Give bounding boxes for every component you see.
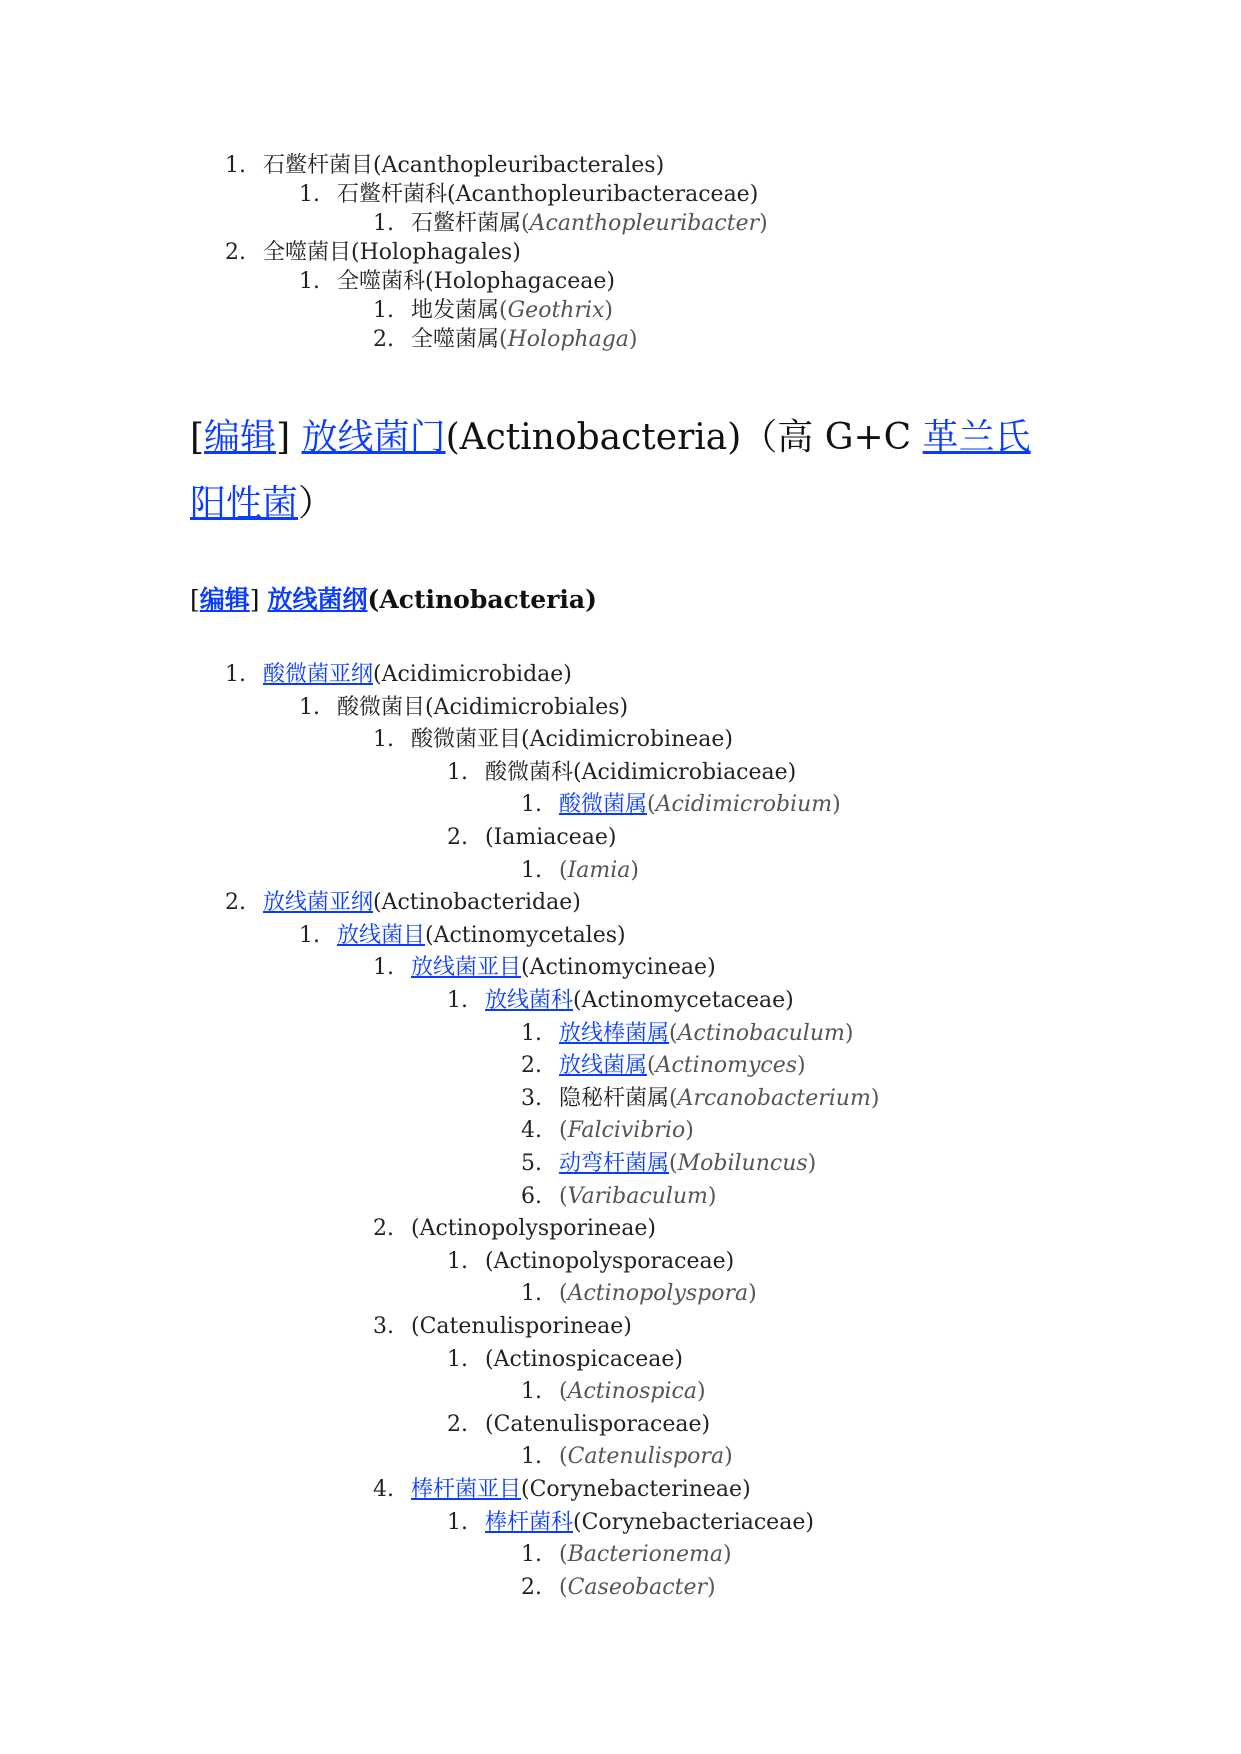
class-link[interactable]: 放线菌纲 xyxy=(267,585,368,614)
taxon-latin-name: (Acanthopleuribacter) xyxy=(521,211,768,236)
taxon-name: 酸微菌目 xyxy=(337,694,426,720)
taxon-latin-name: (Falcivibrio) xyxy=(559,1118,694,1144)
taxon-latin-name: (Holophagales) xyxy=(351,240,521,265)
list-number: 2. xyxy=(373,327,394,352)
list-item xyxy=(373,725,733,755)
list-number: 2. xyxy=(521,1574,542,1600)
list-number: 1. xyxy=(447,988,468,1013)
list-number: 1. xyxy=(299,922,320,948)
list-item xyxy=(373,325,637,355)
list-item xyxy=(521,1540,732,1570)
list-number: 6. xyxy=(521,1183,542,1209)
list-item xyxy=(447,758,796,788)
taxon-latin-name: (Holophagaceae) xyxy=(425,269,615,294)
phylum-link[interactable]: 放线菌门 xyxy=(301,417,446,458)
edit-link[interactable]: 编辑 xyxy=(199,585,250,614)
list-number: 3. xyxy=(373,1314,394,1339)
list-item xyxy=(521,790,841,820)
taxon-name: 石鳖杆菌科 xyxy=(337,182,448,207)
list-item xyxy=(373,953,716,983)
list-item xyxy=(521,1051,806,1081)
list-number: 1. xyxy=(521,1444,542,1470)
taxon-latin-name: (Acidimicrobiales) xyxy=(425,694,629,720)
taxon-latin-name: (Varibaculum) xyxy=(559,1183,717,1209)
list-number: 1. xyxy=(447,1346,468,1372)
taxon-name: 全噬菌科 xyxy=(337,269,426,294)
taxon-link[interactable]: 动弯杆菌属 xyxy=(559,1151,670,1176)
taxon-latin-name: (Holophaga) xyxy=(499,327,638,352)
taxon-name: 石鳖杆菌目 xyxy=(263,153,374,178)
section-heading-class: [编辑] 放线菌纲(Actinobacteria) xyxy=(190,585,597,614)
taxon-link[interactable]: 放线菌属 xyxy=(559,1053,648,1079)
list-number: 1. xyxy=(521,1281,542,1307)
taxon-latin-name: (Caseobacter) xyxy=(559,1574,716,1600)
section-heading-phylum-cont xyxy=(190,471,334,537)
list-number: 1. xyxy=(373,955,394,981)
list-item xyxy=(299,921,626,951)
list-item xyxy=(225,151,664,181)
taxon-latin-name: (Bacterionema) xyxy=(559,1542,732,1568)
list-number: 1. xyxy=(299,269,320,294)
list-item xyxy=(521,1084,879,1114)
list-number: 2. xyxy=(225,890,246,916)
taxon-name: 地发菌属 xyxy=(411,298,500,323)
list-item xyxy=(373,296,613,326)
taxon-link[interactable]: 放线菌科 xyxy=(485,988,574,1013)
list-item xyxy=(373,1475,751,1505)
taxon-latin-name: (Actinomyces) xyxy=(647,1053,806,1079)
taxon-link[interactable]: 酸微菌亚纲 xyxy=(263,662,374,687)
edit-link[interactable]: 编辑 xyxy=(204,417,277,458)
taxon-latin-name: (Actinospica) xyxy=(559,1379,706,1405)
taxon-latin-name: (Mobiluncus) xyxy=(669,1151,817,1176)
taxon-link[interactable]: 放线棒菌属 xyxy=(559,1020,670,1046)
taxon-latin-name: (Arcanobacterium) xyxy=(669,1085,880,1111)
list-item xyxy=(521,1116,694,1146)
list-number: 1. xyxy=(299,182,320,207)
list-item xyxy=(225,660,572,690)
taxon-latin-name: (Actinobacteridae) xyxy=(373,890,581,916)
list-number: 1. xyxy=(521,1379,542,1405)
list-number: 2. xyxy=(447,825,468,850)
taxon-name: 酸微菌亚目 xyxy=(411,727,522,753)
list-item xyxy=(521,1182,716,1212)
taxon-latin-name: (Acanthopleuribacteraceae) xyxy=(447,182,759,207)
list-item xyxy=(447,823,616,853)
section-heading-phylum: [编辑] 放线菌门(Actinobacteria)（高 G+C 革兰氏 xyxy=(190,417,1031,458)
list-item xyxy=(521,1573,716,1603)
taxon-name: 石鳖杆菌属 xyxy=(411,211,522,236)
taxon-latin-name: (Catenulisporaceae) xyxy=(485,1411,711,1437)
list-number: 1. xyxy=(447,1509,468,1535)
list-item xyxy=(225,888,581,918)
taxon-link[interactable]: 棒杆菌科 xyxy=(485,1509,574,1535)
list-item xyxy=(373,1312,632,1342)
taxon-latin-name: (Actinopolysporineae) xyxy=(411,1216,656,1242)
list-number: 4. xyxy=(373,1477,394,1502)
class-latin: (Actinobacteria) xyxy=(367,585,597,614)
list-item xyxy=(447,1508,814,1538)
list-item xyxy=(373,1214,656,1244)
taxon-latin-name: (Catenulisporineae) xyxy=(411,1314,632,1339)
list-item xyxy=(447,1410,710,1440)
list-number: 2. xyxy=(521,1053,542,1079)
taxon-latin-name: (Actinomycetaceae) xyxy=(573,988,794,1013)
list-number: 2. xyxy=(447,1411,468,1437)
taxon-link[interactable]: 放线菌亚纲 xyxy=(263,890,374,916)
taxon-link[interactable]: 放线菌亚目 xyxy=(411,955,522,981)
taxon-latin-name: (Corynebacteriaceae) xyxy=(573,1509,814,1535)
list-number: 1. xyxy=(225,153,246,178)
heading-suffix: ） xyxy=(298,483,335,524)
taxon-link[interactable]: 酸微菌属 xyxy=(559,792,648,818)
taxon-name: 全噬菌目 xyxy=(263,240,352,265)
taxon-latin-name: (Acidimicrobidae) xyxy=(373,662,572,687)
list-number: 2. xyxy=(225,240,246,265)
heading-prefix: （高 G+C xyxy=(741,417,912,458)
list-number: 2. xyxy=(373,1216,394,1242)
list-number: 1. xyxy=(299,694,320,720)
taxon-latin-name: (Acidimicrobineae) xyxy=(521,727,733,753)
taxon-latin-name: (Catenulispora) xyxy=(559,1444,733,1470)
gram-link-part1[interactable]: 革兰氏 xyxy=(922,417,1031,458)
taxon-name: 隐秘杆菌属 xyxy=(559,1085,670,1111)
taxon-latin-name: (Actinospicaceae) xyxy=(485,1346,683,1372)
taxon-latin-name: (Geothrix) xyxy=(499,298,614,323)
taxon-latin-name: (Acidimicrobiaceae) xyxy=(573,759,797,785)
list-item xyxy=(299,267,615,297)
phylum-latin: (Actinobacteria) xyxy=(445,417,742,458)
taxon-latin-name: (Actinopolysporaceae) xyxy=(485,1248,735,1274)
taxon-latin-name: (Corynebacterineae) xyxy=(521,1477,751,1502)
list-item xyxy=(299,693,628,723)
list-number: 1. xyxy=(521,857,542,883)
taxon-latin-name: (Acidimicrobium) xyxy=(647,792,841,818)
taxon-name: 酸微菌科 xyxy=(485,759,574,785)
list-item xyxy=(521,1019,853,1049)
taxon-latin-name: (Acanthopleuribacterales) xyxy=(373,153,665,178)
list-number: 1. xyxy=(521,1020,542,1046)
list-number: 1. xyxy=(447,1248,468,1274)
list-number: 4. xyxy=(521,1118,542,1144)
taxon-latin-name: (Actinobaculum) xyxy=(669,1020,854,1046)
list-item xyxy=(447,1247,734,1277)
list-item xyxy=(521,1442,733,1472)
list-item xyxy=(521,1377,706,1407)
list-item xyxy=(225,238,521,268)
taxon-name: 全噬菌属 xyxy=(411,327,500,352)
list-item xyxy=(521,856,639,886)
list-item xyxy=(373,209,768,239)
list-number: 3. xyxy=(521,1085,542,1111)
list-item xyxy=(299,180,758,210)
list-item xyxy=(447,1345,683,1375)
taxon-latin-name: (Iamia) xyxy=(559,857,640,883)
taxon-link[interactable]: 放线菌目 xyxy=(337,922,426,948)
list-number: 1. xyxy=(521,792,542,818)
list-number: 1. xyxy=(373,211,394,236)
list-number: 5. xyxy=(521,1151,542,1176)
taxon-latin-name: (Actinomycetales) xyxy=(425,922,626,948)
gram-link-part2[interactable]: 阳性菌 xyxy=(190,483,299,524)
list-number: 1. xyxy=(373,298,394,323)
list-item xyxy=(521,1149,816,1179)
list-number: 1. xyxy=(373,727,394,753)
taxon-latin-name: (Actinomycineae) xyxy=(521,955,716,981)
list-number: 1. xyxy=(521,1542,542,1568)
taxon-link[interactable]: 棒杆菌亚目 xyxy=(411,1477,522,1502)
list-item xyxy=(521,1279,757,1309)
list-number: 1. xyxy=(447,759,468,785)
taxon-latin-name: (Iamiaceae) xyxy=(485,825,617,850)
list-number: 1. xyxy=(225,662,246,687)
list-item xyxy=(447,986,794,1016)
taxon-latin-name: (Actinopolyspora) xyxy=(559,1281,757,1307)
